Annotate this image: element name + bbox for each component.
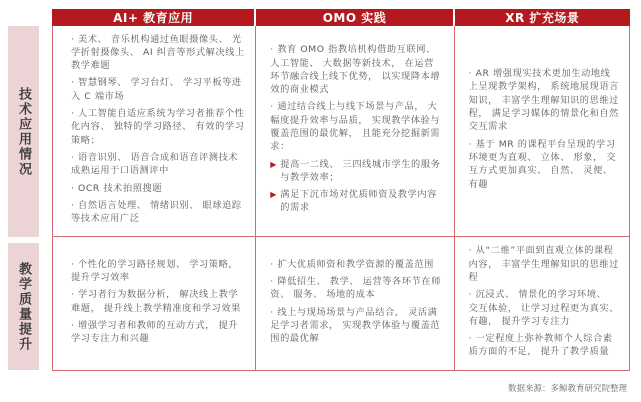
cell-quality-omo (256, 237, 454, 370)
list-item: · 沉浸式、 情景化的学习环境、 交互体验， 让学习过程更为真实、 有趣， 提升学习专注力 (468, 289, 619, 327)
row-label-tech-application (8, 26, 39, 237)
row-label-text: 教学质量提升 (16, 261, 31, 352)
list-item: · 语音识别、 语音合成和语音评测技术成熟运用于口语测评中 (71, 151, 239, 177)
list-item: · OCR 技术拍照搜题 (71, 182, 163, 194)
row-label-text: 技术应用情况 (16, 86, 31, 177)
list-item: · 通过结合线上与线下场景与产品， 大幅度提升效率与品质， 实现教学体验与覆盖范围的最优解， 且能充分挖掘新需求： (270, 101, 441, 153)
triangle-bullet-icon: ▶ (270, 159, 278, 169)
list-item: · 从“二维”平面到直观立体的课程内容， 丰富学生理解知识的思维过程 (468, 245, 619, 283)
list-item: · 人工智能自适应系统为学习者推荐个性化内容、 独特的学习路径、 有效的学习策略； (71, 108, 245, 146)
table-row-quality (52, 237, 630, 371)
header-ai-education: AI+ 教育应用 (52, 9, 254, 26)
sub-item-text: 满足下沉市场对优质师资及教学内容的需求 (280, 189, 437, 214)
sub-list-item (270, 188, 443, 215)
list-item: · 自然语言处理、 情绪识别、 眼球追踪等技术应用广泛 (71, 199, 242, 225)
list-item: · 扩大优质师资和教学资源的覆盖范围 (270, 258, 434, 270)
list-item: · 智慧钢琴、 学习台灯、 学习平板等进入 C 端市场 (71, 77, 242, 102)
list-item: · 个性化的学习路径规划、 学习策略， 提升学习效率 (71, 258, 239, 283)
list-item: · 增强学习者和教师的互动方式， 提升学习专注力和兴趣 (71, 319, 239, 345)
cell-tech-xr (455, 26, 629, 236)
header-xr-scenes: XR 扩充场景 (455, 9, 630, 26)
sub-item-text: 提高一二线、 三四线城市学生的服务与教学效率； (280, 158, 441, 183)
data-source-note: 数据来源：多鲸教育研究院整理 (507, 384, 627, 394)
list-item: · 基于 MR 的课程平台呈现的学习环境更为直观、 立体、 形象， 交互方式更加真实、 自然、 灵便、 有趣 (468, 138, 617, 190)
triangle-bullet-icon: ▶ (270, 190, 278, 200)
row-label-teaching-quality (8, 243, 39, 370)
table-row-tech (52, 26, 630, 237)
list-item: · 线上与现场场景与产品结合， 灵活满足学习者需求， 实现教学体验与覆盖范围的最优解 (270, 306, 441, 345)
cell-tech-ai (53, 26, 256, 236)
cell-tech-omo (256, 26, 454, 236)
cell-quality-ai (53, 237, 256, 370)
list-item: · 学习者行为数据分析， 解决线上教学难题， 提升线上教学精准度和学习效果 (71, 289, 241, 314)
cell-quality-xr (455, 237, 629, 370)
comparison-table (52, 9, 630, 371)
list-item: · 一定程度上弥补教师个人综合素质方面的不足， 提升了教学质量 (468, 333, 613, 358)
list-item: · AR 增强现实技术更加生动地线上呈现教学架构， 系统地展现语言知识， 丰富学生理解知识的思维过程， 满足学习媒体的情景化和自然交互需求 (468, 68, 619, 133)
list-item: · 美术、 音乐机构通过鱼眼摄像头、 光学折射摄像头、 AI 纠音等形式解决线上教学难题 (71, 33, 245, 72)
list-item: · 降低招生、 教学、 运营等各环节在师资、 服务、 场地的成本 (270, 275, 441, 301)
header-omo-practice: OMO 实践 (256, 9, 452, 26)
sub-list-item (270, 158, 443, 185)
table-header (52, 9, 630, 26)
list-item: · 教育 OMO 指教培机构借助互联网、 人工智能、 大数据等新技术， 在运营环节融合线上线下优势， 以实现降本增效的商业模式 (270, 44, 441, 96)
